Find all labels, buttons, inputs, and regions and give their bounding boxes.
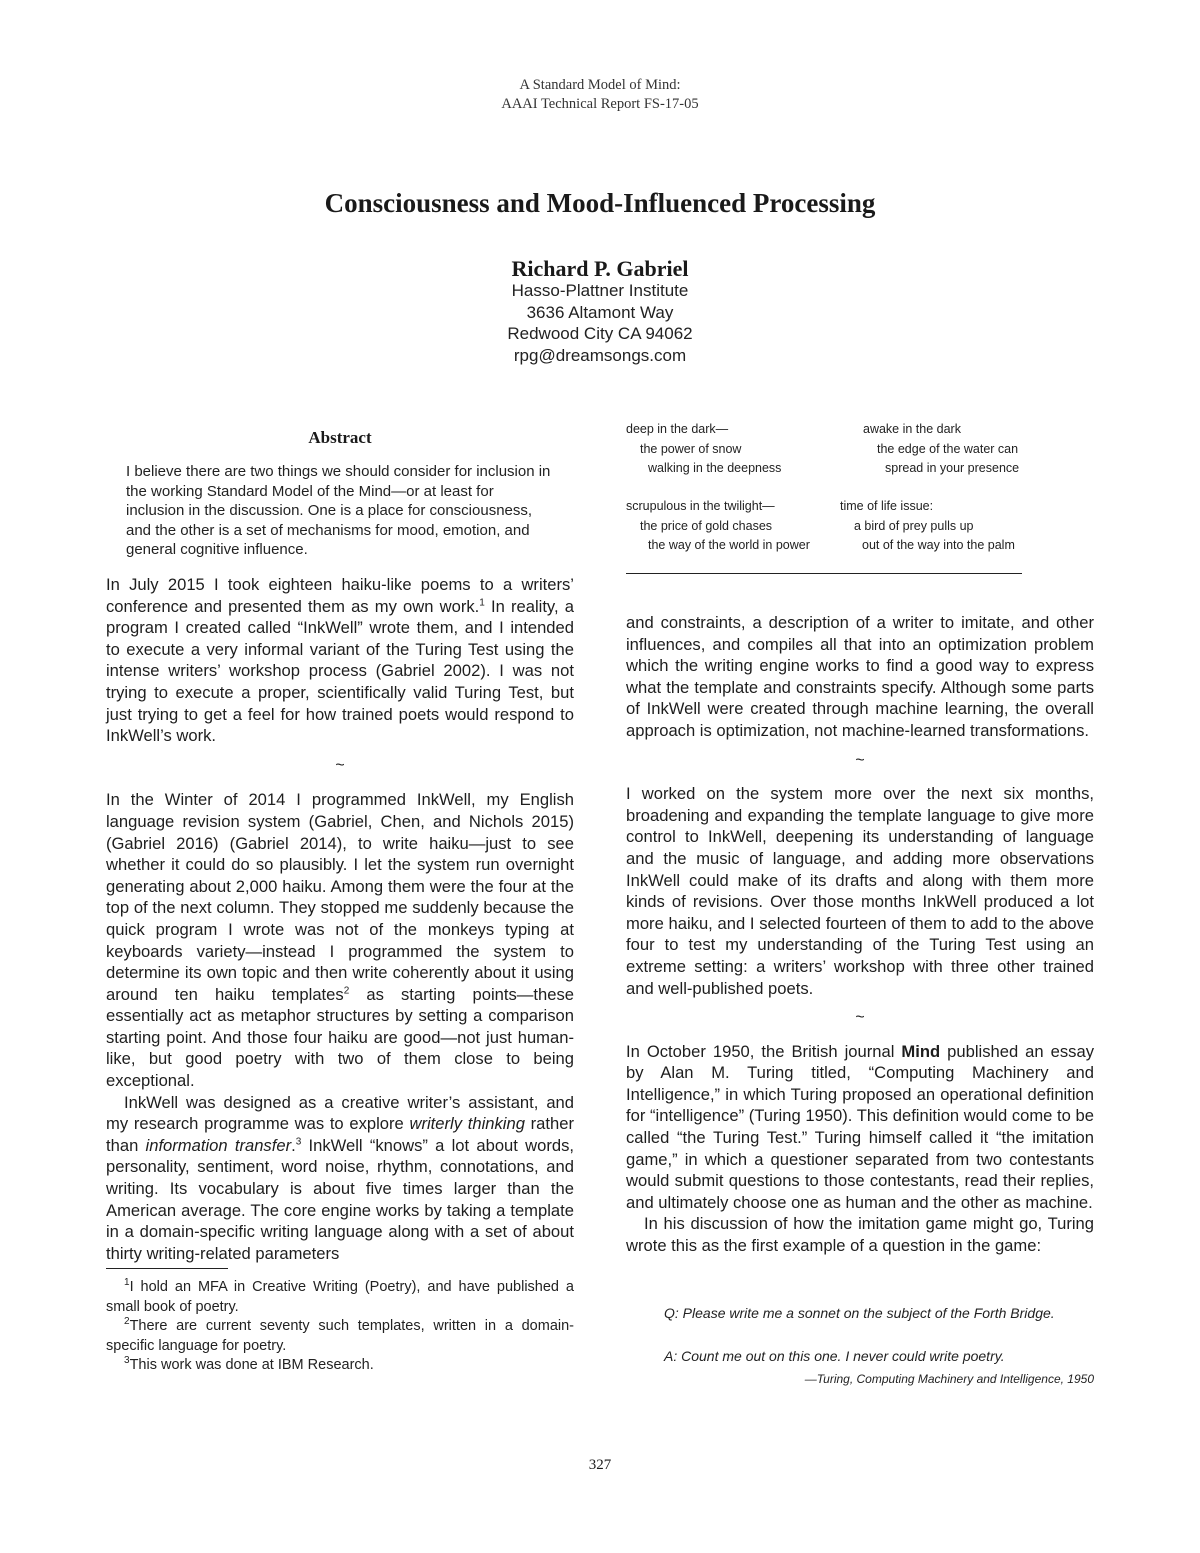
footnote-1: $^1$I hold an MFA in Creative Writing (Poetry), and have published a small book of poetry. <box>106 1277 574 1315</box>
paragraph-inkwell-design: InkWell was designed as a creative writer’s assistant, and my research programme was to explore writerly thinking rather than information transfer.$^3$ InkWell “knows” a lot about words, personality, sentiment, word noise, rhythm, connotations, and writing. Its vocabulary is about five times larger than the American average. The core engine works by taking a template in a domain-specific writing language along with a set of about thirty writing-related parameters <box>106 1092 574 1263</box>
abstract-text: I believe there are two things we should consider for inclusion in the working Standard Model of the Mind—or at least for inclusion in the discussion. One is a place for consciousness, and the other is a set of mechanisms for mood, emotion, and general cognitive influence. <box>126 463 551 559</box>
section-separator: ~ <box>335 756 345 774</box>
report-number: AAAI Technical Report FS-17-05 <box>501 96 699 112</box>
author-address-city: Redwood City CA 94062 <box>507 324 693 343</box>
author-email: rpg@dreamsongs.com <box>513 345 687 365</box>
paragraph-imitation-game: In his discussion of how the imitation game might go, Turing wrote this as the first example of a question in the game: <box>626 1214 1094 1256</box>
quote-answer: A: Count me out on this one. I never could write poetry. <box>664 1348 1005 1364</box>
abstract-heading: Abstract <box>308 428 372 447</box>
footnote-rule <box>106 1268 228 1269</box>
haiku-1: deep in the dark— the power of snow walking in the deepness <box>626 422 782 476</box>
section-separator: ~ <box>855 751 865 769</box>
footnote-3: $^3$This work was done at IBM Research. <box>124 1355 374 1374</box>
footnotes <box>106 1278 574 1376</box>
haiku-2: awake in the dark the edge of the water can spread in your presence <box>863 422 1020 476</box>
author-address-street: 3636 Altamont Way <box>526 302 674 322</box>
footnote-ref-1: 1 <box>479 597 485 609</box>
left-column <box>106 574 574 1264</box>
paragraph-winter-2014: In the Winter of 2014 I programmed InkWell, my English language revision system (Gabriel, Chen, and Nichols 2015) (Gabriel 2016) (Gabriel 2014), to write haiku—just to see whether it could do so plausibly. I let the system run overnight generating about 2,000 haiku. Among them were the four at the top of the next column. They stopped me suddenly because the quick program I wrote was not of the monkeys typing at keyboards variety—instead I programmed the system to determine its own topic and then write coherently about it using around ten haiku templates$^2$ as starting points—these essentially act as metaphor structures by setting a comparison starting point. And those four haiku are good—not just human-like, but good poetry with two of them close to being exceptional. <box>106 790 574 1091</box>
paragraph-six-months: I worked on the system more over the next six months, broadening and expanding the template language to give more control to InkWell, deepening its understanding of language and the music of language, and adding more observations InkWell could make of its drafts and along with them more kinds of revisions. Over those months InkWell produced a lot more haiku, and I selected fourteen of them to add to the above four to test my understanding of the Turing Test using an extreme setting: a writers’ workshop with three other trained and well-published poets. <box>626 784 1094 998</box>
paragraph-optimization: and constraints, a description of a writer to imitate, and other influences, and compiles all that into an optimization problem which the writing engine works to find a good way to express what the template and constraints specify. Although some parts of InkWell were created through machine learning, the overall approach is optimization, not machine-learned transformations. <box>626 613 1094 740</box>
haiku-rule <box>626 573 1022 574</box>
section-separator: ~ <box>855 1009 865 1027</box>
footnote-ref-2: 2 <box>343 985 350 997</box>
footnote-2: $^2$There are current seventy such templates, written in a domain-specific language for poetry. <box>106 1316 574 1354</box>
paper-title: Consciousness and Mood-Influenced Processing <box>324 188 876 218</box>
author-name: Richard P. Gabriel <box>511 256 689 281</box>
right-column <box>626 612 1094 1257</box>
footnote-ref-3: 3 <box>295 1136 302 1148</box>
paragraph-intro: In July 2015 I took eighteen haiku-like poems to a writers’ conference and presented them as my own work.$^1$ In reality, a program I created called “InkWell” wrote them, and I intended to execute a very informal variant of the Turing Test using the intense writers’ workshop process (Gabriel 2002). I was not trying to execute a proper, scientifically valid Turing Test, but just trying to get a feel for how trained poets would respond to InkWell’s work. <box>106 575 574 746</box>
report-series: A Standard Model of Mind: <box>519 77 681 93</box>
quote-question: Q: Please write me a sonnet on the subject of the Forth Bridge. <box>664 1305 1055 1321</box>
page-number: 327 <box>588 1457 612 1473</box>
haiku-3: scrupulous in the twilight— the price of gold chases the way of the world in power <box>626 499 810 553</box>
author-affiliation: Hasso-Plattner Institute <box>511 281 689 300</box>
paragraph-october-1950: In October 1950, the British journal Mind published an essay by Alan M. Turing titled, “Computing Machinery and Intelligence,” in which Turing proposed an operational definition for “intelligence” (Turing 1950). This definition would come to be called “the Turing Test.” Turing himself called it “the imitation game,” in which a questioner separated from two contestants would submit questions to those contestants, read their replies, and ultimately choose one as human and the other as machine. <box>626 1041 1094 1212</box>
quote-attribution: —Turing, Computing Machinery and Intelligence, 1950 <box>804 1372 1094 1386</box>
haiku-4: time of life issue: a bird of prey pulls up out of the way into the palm <box>840 499 1015 553</box>
